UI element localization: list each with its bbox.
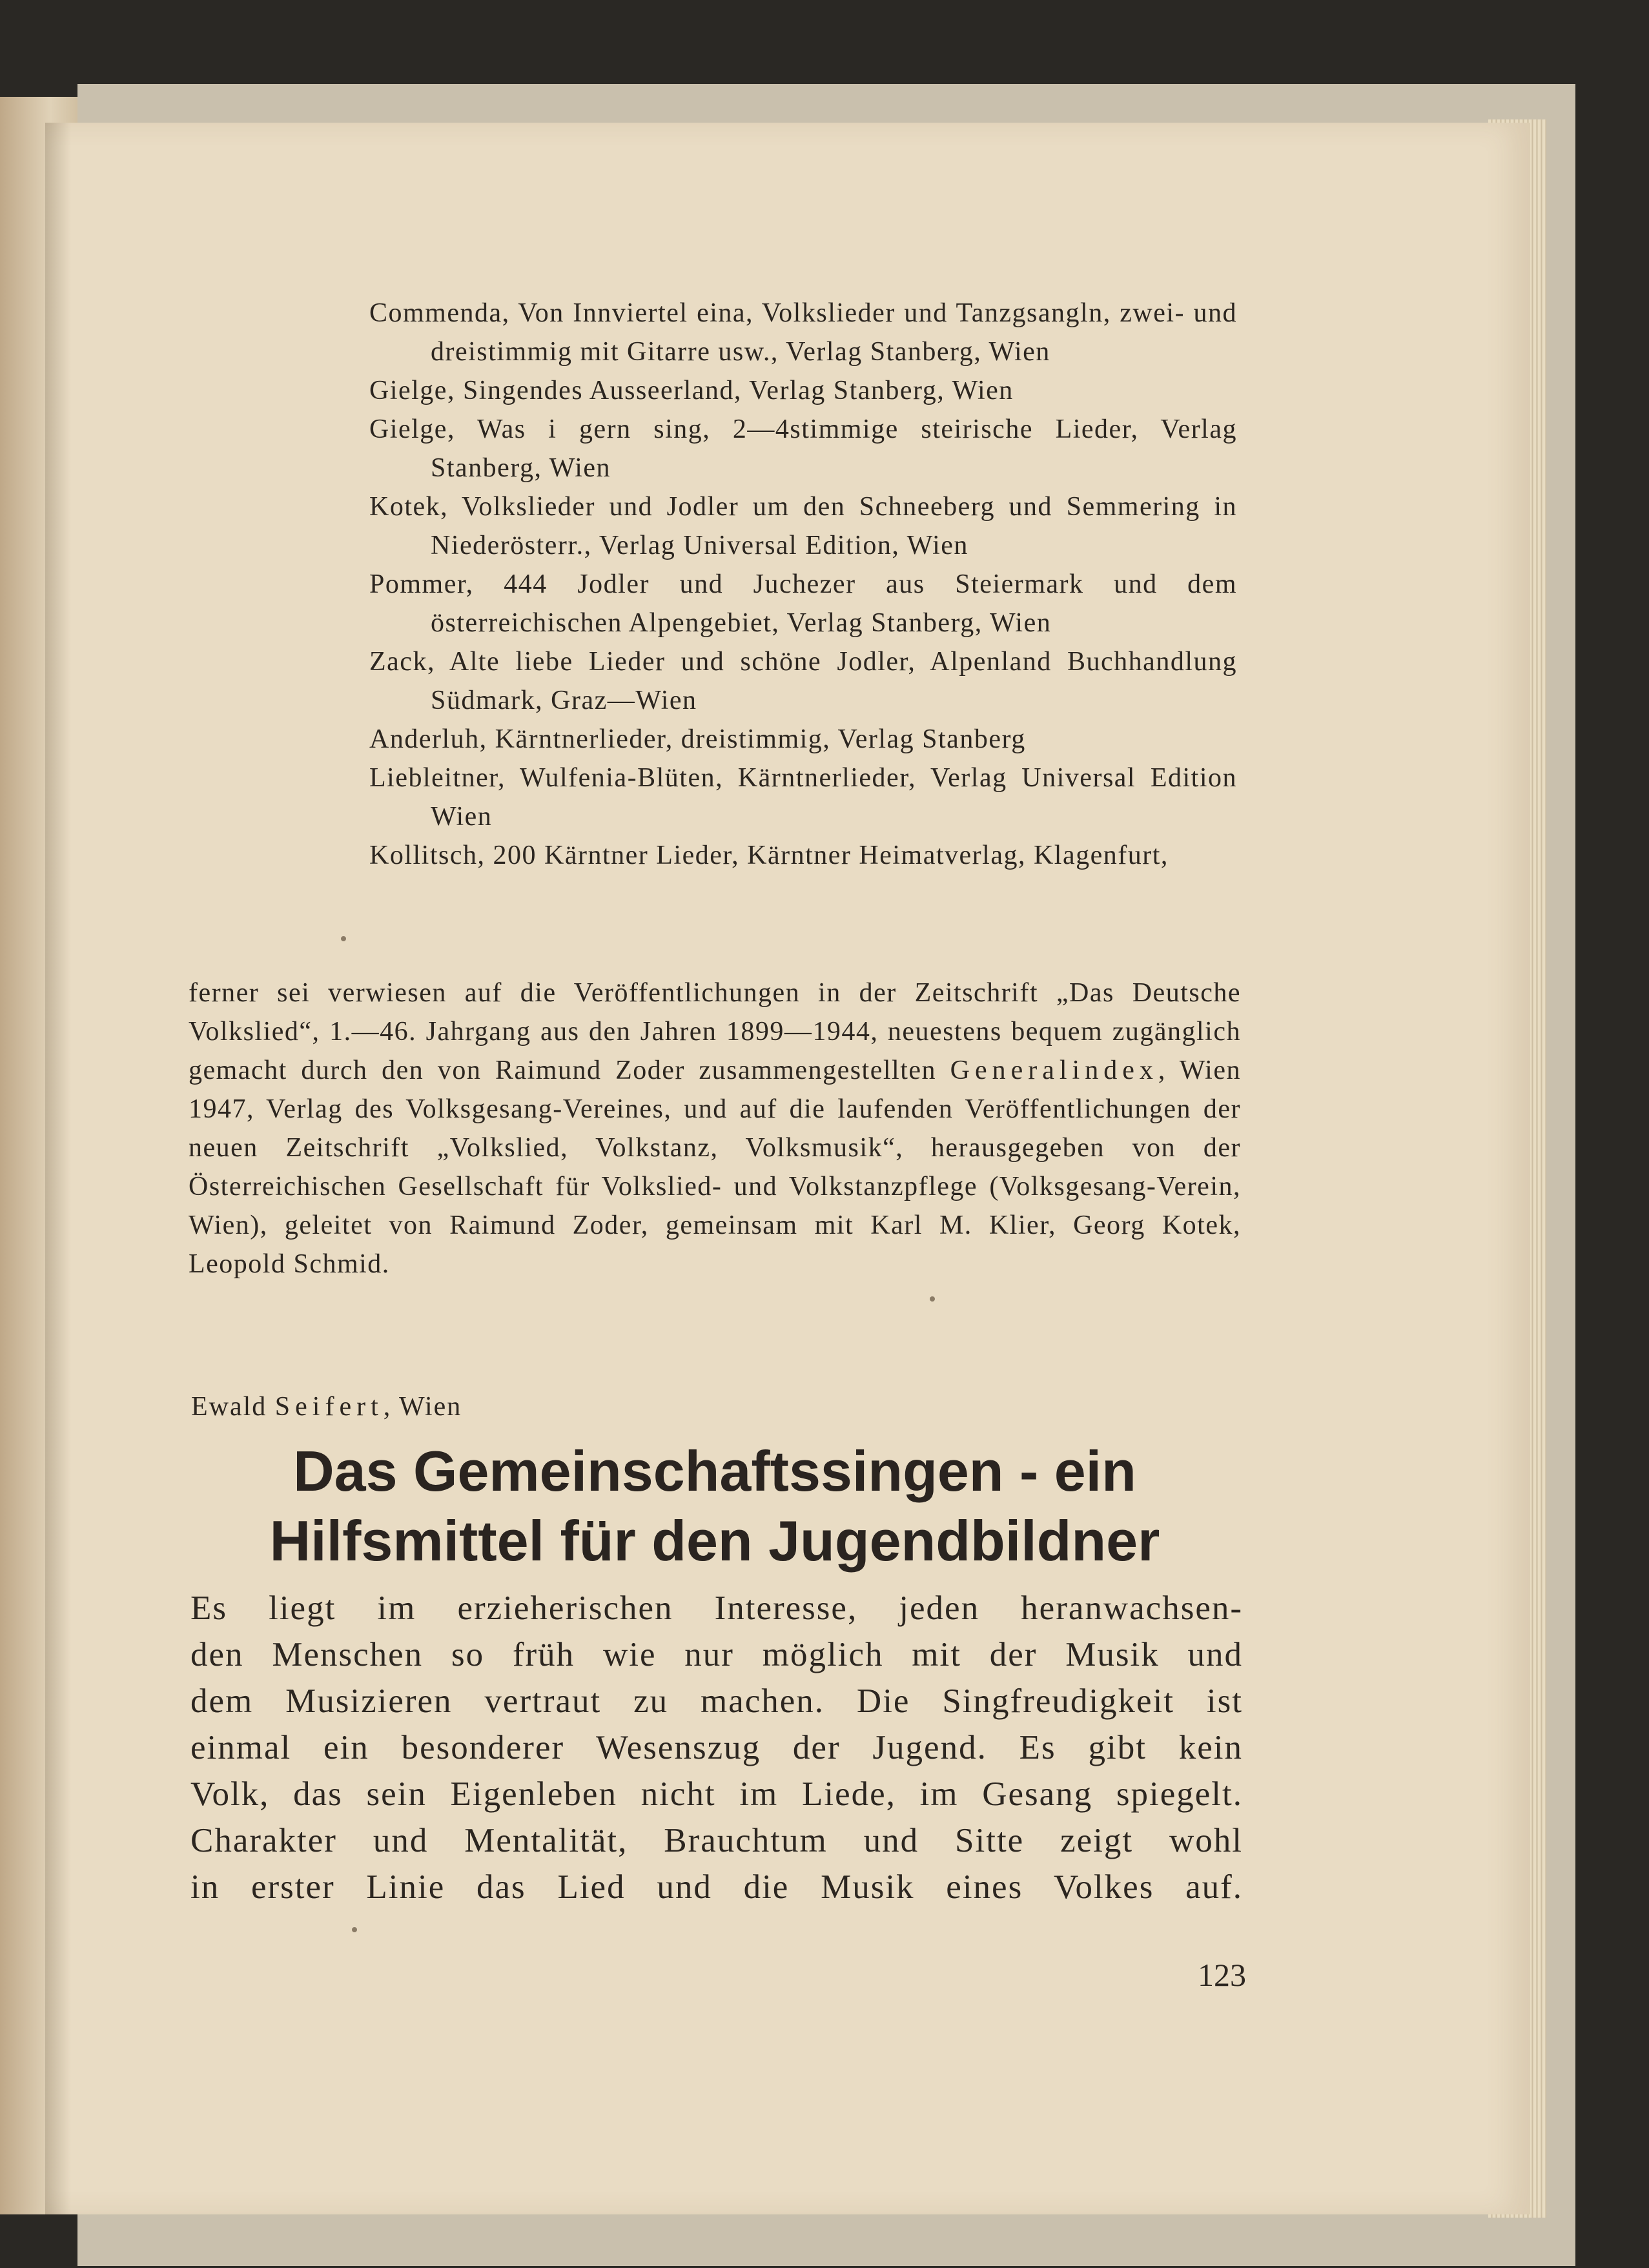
paper-speck [341, 936, 346, 941]
body-line: einmal ein besonderer Wesenszug der Jugend. Es gibt kein [190, 1729, 1243, 1766]
title-line: Hilfsmittel für den Jugendbildner [269, 1509, 1160, 1573]
title-line: Das Gemeinschaftssingen - ein [293, 1439, 1136, 1503]
author-city: , Wien [383, 1392, 462, 1422]
bibliography-entry: Anderluh, Kärntnerlieder, dreistimmig, Verlag Stanberg [369, 724, 1026, 754]
body-line: den Menschen so früh wie nur möglich mit der Musik und [190, 1636, 1243, 1673]
bibliography-entry: Gielge, Was i gern sing, 2—4stimmige steirische Lieder, Verlag Stanberg, Wien [369, 414, 1237, 483]
bibliography-entry: Kotek, Volkslieder und Jodler um den Schneeberg und Semmering in Niederösterr., Verlag Universal Edition, Wien [369, 492, 1237, 560]
body-line: dem Musizieren vertraut zu machen. Die Singfreudigkeit ist [190, 1682, 1243, 1720]
article-author [191, 1391, 462, 1422]
article-body [190, 1585, 1243, 1910]
bibliography-entry: Gielge, Singendes Ausseerland, Verlag Stanberg, Wien [369, 376, 1014, 405]
bibliography-entry: Zack, Alte liebe Lieder und schöne Jodler, Alpenland Buchhandlung Südmark, Graz—Wien [369, 647, 1237, 715]
body-line: Volk, das sein Eigenleben nicht im Liede, im Gesang spiegelt. [190, 1775, 1243, 1813]
body-line: Charakter und Mentalität, Brauchtum und Sitte zeigt wohl [190, 1822, 1243, 1859]
author-first-name: Ewald [191, 1392, 267, 1422]
body-line: Es liegt im erzieherischen Interesse, jeden heranwachsen- [190, 1589, 1243, 1627]
paper-speck [930, 1296, 935, 1302]
bibliography-entry: Kollitsch, 200 Kärntner Lieder, Kärntner Heimatverlag, Klagenfurt, [369, 841, 1169, 870]
paper-speck [352, 1927, 357, 1932]
article-title [189, 1436, 1241, 1576]
body-line: in erster Linie das Lied und die Musik eines Volkes auf. [190, 1868, 1243, 1906]
emphasized-term: Generalindex [950, 1056, 1158, 1085]
references-paragraph [189, 974, 1241, 1283]
paragraph-text: , Wien 1947, Verlag des Volksgesang-Vereines, und auf die laufenden Veröffentlichungen der neuen Zeitschrift „Volkslied, Volkstanz, Volksmusik“, herausgegeben von der Österreichischen Gesellschaft für Volkslied- und Volkstanzpflege (Volksgesang-Verein, Wien), geleitet von Raimund Zoder, gemeinsam mit Karl M. Klier, Georg Kotek, Leopold Schmid. [189, 1056, 1241, 1279]
bibliography-entry: Commenda, Von Innviertel eina, Volkslieder und Tanzgsangln, zwei- und dreistimmig mit Gitarre usw., Verlag Stanberg, Wien [369, 298, 1237, 367]
bibliography-list [369, 294, 1237, 875]
spine-shadow [45, 123, 71, 2214]
paragraph-text: ferner sei verwiesen auf die Veröffentlichungen in der Zeitschrift „Das Deutsche Volkslied“, 1.—46. Jahrgang aus den Jahren 1899—1944, neuestens bequem zugänglich gemacht durch den von Raimund Zoder zusammengestellten [189, 978, 1241, 1085]
author-last-name: Seifert [274, 1392, 384, 1422]
bibliography-entry: Liebleitner, Wulfenia-Blüten, Kärntnerlieder, Verlag Universal Edition Wien [369, 763, 1237, 832]
page-number: 123 [1198, 1957, 1246, 1993]
bibliography-entry: Pommer, 444 Jodler und Juchezer aus Steiermark und dem österreichischen Alpengebiet, Verlag Stanberg, Wien [369, 569, 1237, 638]
